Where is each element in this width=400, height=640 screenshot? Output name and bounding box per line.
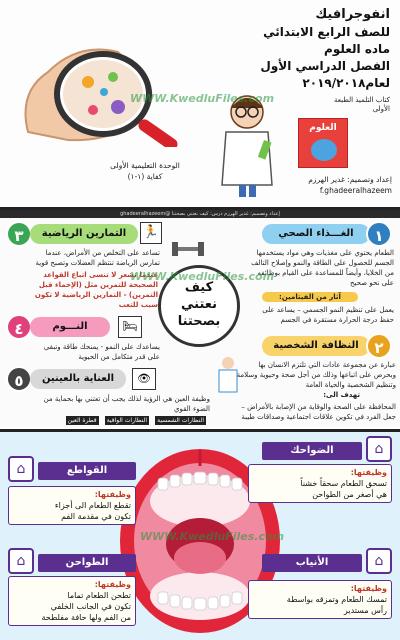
section-exercise-label: التمارين الرياضية xyxy=(30,224,138,244)
section-sleep-label: النـــوم xyxy=(30,317,110,337)
center-title-line: بصحتنا xyxy=(177,314,221,329)
teeth-panel xyxy=(0,429,400,640)
molars-info-box xyxy=(8,576,136,626)
hygiene-goal-heading: تهدف الى: xyxy=(323,391,360,399)
tooth-type-incisors: القواطع xyxy=(38,462,136,480)
tooth-job-line: تمسك الطعام وتمزقه بواسطة xyxy=(286,595,387,604)
doctor-icon xyxy=(214,355,242,395)
tooth-type-molars: الطواحن xyxy=(38,554,136,572)
tooth-job-label: وظيفتها: xyxy=(350,584,387,593)
cover-title-line: الفصل الدراسي الأول xyxy=(260,59,390,73)
tooth-icon: ⌂ xyxy=(8,548,34,574)
credit-line: إعداد وتصميم: غدير الهرزم xyxy=(308,175,392,184)
tooth-icon: ⌂ xyxy=(8,456,34,482)
eye-care-tag: قطرة العين xyxy=(67,417,97,424)
tooth-job-line: هي أصغر من الطواحن xyxy=(312,490,387,499)
eyes-text: وظيفة العين هي الرؤية لذلك يجب أن تعتني بها بحماية من الضوء القوي xyxy=(43,395,210,413)
tooth-job-line: تكون في الجانب الخلفي xyxy=(50,602,131,611)
cover-panel xyxy=(0,0,400,205)
tooth-job-label: وظيفتها: xyxy=(350,468,387,477)
section-food-label: الغـــذاء الصحي xyxy=(262,224,370,244)
header-strip: إعداد وتصميم: غدير الهرزم درس: كيف نعتني بصحتنا @ghadeeralhazeem xyxy=(0,210,400,218)
cover-title-line: انفوجرافيك xyxy=(315,7,390,22)
globe-icon xyxy=(311,139,337,161)
cover-title-line: للصف الرابع الابتدائي xyxy=(263,25,390,39)
exercise-text: تساعد على التخلص من الأمراض، عندما تمارس الرياضة تنتظم العضلات وتصبح قوية xyxy=(35,249,160,267)
runner-icon: 🏃 xyxy=(140,222,162,244)
food-text: الطعام يحتوي على مغذيات وهي مواد يستخدمها الجسم للحصول على الطاقة والنمو وإصلاح التالف من الخلايا، وأيضاً للمساعدة على القيام بوظائفه على نحو صحيح xyxy=(251,249,394,287)
tooth-job-line: تسحق الطعام سحقاً خشناً xyxy=(300,479,387,488)
book-label: كتاب التلميذ الطبعة الأولى xyxy=(333,96,390,113)
tooth-type-canines: الأنياب xyxy=(262,554,362,572)
center-title-line: كيف xyxy=(184,280,214,295)
section-number: ٥ xyxy=(6,366,32,392)
tooth-job-line: تكون في مقدمة الفم xyxy=(61,512,131,521)
exercise-note: عندما تشعر لا تنسى اتباع القواعد الصحيحة للتمرين مثل (الإحماء قبل التمرين) - التمارين الرياضية لا تكون سبب للتعب xyxy=(34,271,158,309)
eye-care-tags xyxy=(6,407,206,425)
author-credit xyxy=(247,174,392,196)
tooth-job-label: وظيفتها: xyxy=(94,490,131,499)
tooth-job-line: رأس مستدير xyxy=(343,606,387,615)
health-infographic-panel xyxy=(0,207,400,427)
book-cover-title: العلوم xyxy=(309,123,337,133)
cover-title xyxy=(190,6,390,92)
section-number: ٢ xyxy=(366,333,392,359)
eye-care-tag: النظارات الشمسية xyxy=(157,417,204,424)
incisors-info-box xyxy=(8,486,136,525)
section-eyes-label: العناية بالعينين xyxy=(30,369,126,389)
bed-icon: 🛏 xyxy=(118,316,142,338)
food-tips: يعمل على تنظيم النمو الجسمي – يساعد على حفظ درجة الحرارة مستقرة في الجسم xyxy=(262,306,394,324)
book-cover-image xyxy=(298,118,348,168)
cover-title-line: ماده العلوم xyxy=(324,42,390,56)
tooth-job-label: وظيفتها: xyxy=(94,580,131,589)
section-number: ٤ xyxy=(6,314,32,340)
watermark: WWW.KwedluFiles.com xyxy=(140,530,285,543)
tooth-job-line: من الفم ولها حافة مفلطحة xyxy=(41,613,131,622)
eye-icon: 👁 xyxy=(132,368,156,390)
hygiene-goals: المحافظة على الصحة والوقاية من الإصابة بالأمراض – جعل الفرد في تكوين علاقات اجتماعية وصداقات طيبة xyxy=(241,403,396,421)
hygiene-text: عبارة عن مجموعة عادات التي تلتزم الانسان بها وبحرص على اتباعها وذلك من أجل صحة وحيوية وسلامة وتنظيم الشخصية والحياة العامة xyxy=(236,361,396,389)
canines-info-box xyxy=(248,580,392,619)
unit-line: كفاية (١-١) xyxy=(127,172,163,181)
tooth-icon: ⌂ xyxy=(366,548,392,574)
tooth-job-line: تقطع الطعام الى أجزاء xyxy=(54,501,131,510)
eye-care-tag: النظارات الواقية xyxy=(106,417,148,424)
section-number: ٣ xyxy=(6,221,32,247)
unit-line: الوحدة التعليمية الأولى xyxy=(110,161,180,170)
magnifier-hand-illustration xyxy=(8,22,198,147)
center-title-line: نعتني xyxy=(181,297,217,312)
dumbbell-icon xyxy=(168,234,208,264)
tooth-icon: ⌂ xyxy=(366,436,392,462)
premolars-info-box xyxy=(248,464,392,503)
watermark: WWW.KwedluFiles.com xyxy=(130,270,275,283)
cover-title-line: لعام٢٠١٩/٢٠١٨ xyxy=(302,76,390,90)
unit-info xyxy=(90,160,200,182)
credit-line: f.ghadeeralhazeem xyxy=(319,186,392,195)
sleep-text: يساعدك على النمو - يمنحك طاقة وتبقى على قدر متكامل من الحيوية xyxy=(43,343,160,361)
section-number: ١ xyxy=(366,221,392,247)
food-tip-heading: آثار من الفيتامين: xyxy=(262,292,358,302)
tooth-type-premolars: الضواحك xyxy=(262,442,362,460)
section-hygiene-label: النظافة الشخصية xyxy=(262,336,370,356)
tooth-job-line: تطحن الطعام تماما xyxy=(67,591,131,600)
watermark: WWW.KwedluFiles.com xyxy=(130,92,275,105)
